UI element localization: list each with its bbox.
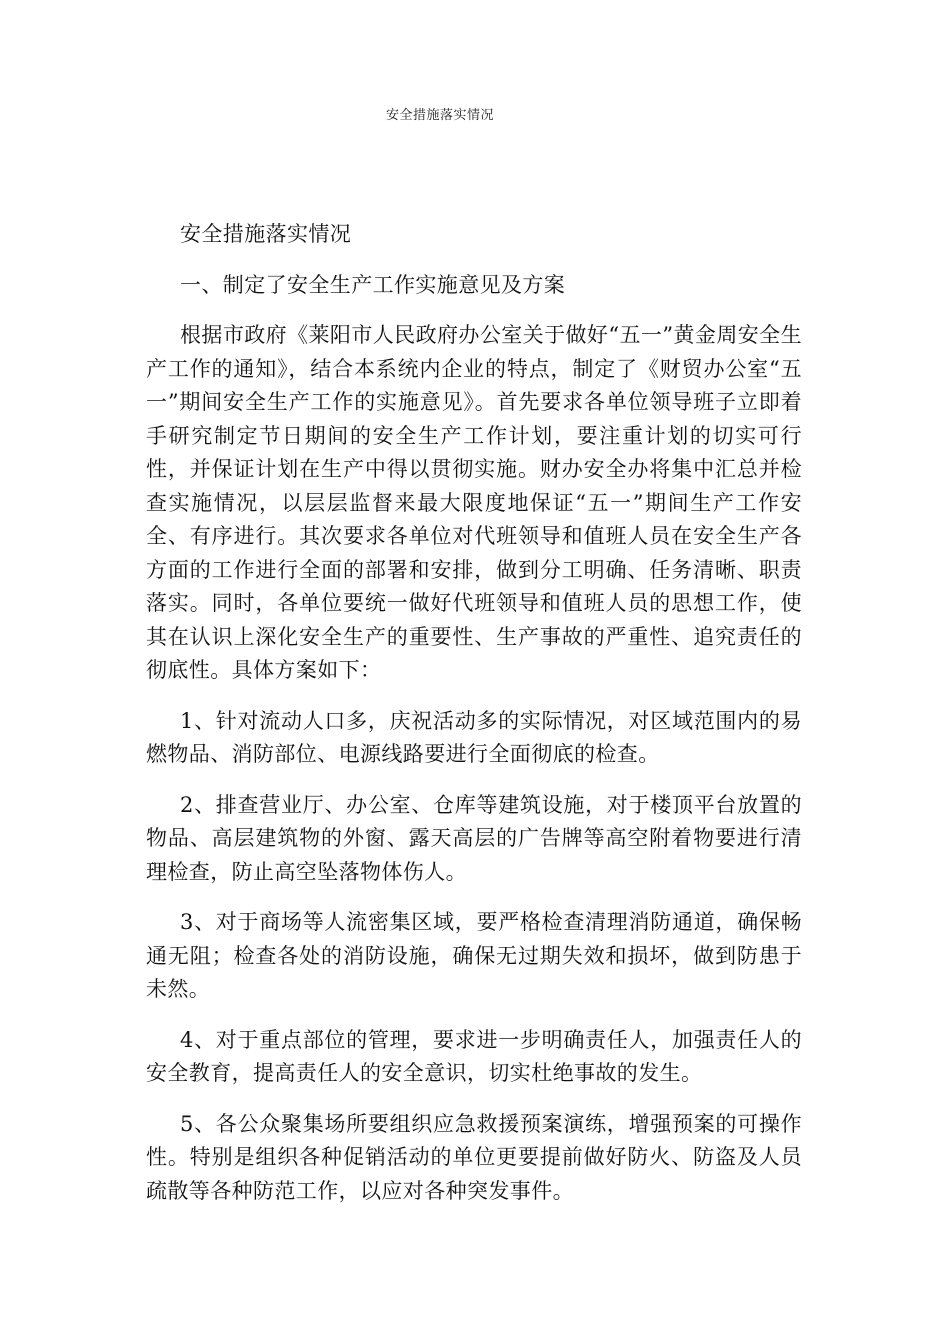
list-item: 3、对于商场等人流密集区域，要严格检查清理消防通道，确保畅通无阻；检查各处的消防设施，确保无过期失效和损坏，做到防患于未然。 [146, 910, 802, 1001]
list-item: 1、针对流动人口多，庆祝活动多的实际情况，对区域范围内的易燃物品、消防部位、电源线路要进行全面彻底的检查。 [146, 708, 802, 766]
intro-paragraph: 根据市政府《莱阳市人民政府办公室关于做好“五一”黄金周安全生产工作的通知》，结合本系统内企业的特点，制定了《财贸办公室“五一”期间安全生产工作的实施意见》。首先要求各单位领导班子立即着手研究制定节日期间的安全生产工作计划，要注重计划的切实可行性，并保证计划在生产中得以贯彻实施。财办安全办将集中汇总并检查实施情况，以层层监督来最大限度地保证“五一”期间生产工作安全、有序进行。其次要求各单位对代班领导和值班人员在安全生产各方面的工作进行全面的部署和安排，做到分工明确、任务清晰、职责落实。同时，各单位要统一做好代班领导和值班人员的思想工作，使其在认识上深化安全生产的重要性、生产事故的严重性、追究责任的彻底性。具体方案如下： [146, 323, 802, 682]
document-body [146, 218, 802, 1208]
list-item: 5、各公众聚集场所要组织应急救援预案演练，增强预案的可操作性。特别是组织各种促销活动的单位更要提前做好防火、防盗及人员疏散等各种防范工作，以应对各种突发事件。 [146, 1111, 802, 1203]
document-title: 安全措施落实情况 [180, 222, 352, 246]
running-header: 安全措施落实情况 [385, 108, 494, 123]
list-item: 2、排查营业厅、办公室、仓库等建筑设施，对于楼顶平台放置的物品、高层建筑物的外窗、露天高层的广告牌等高空附着物要进行清理检查，防止高空坠落物体伤人。 [146, 792, 802, 884]
section-heading: 一、制定了安全生产工作实施意见及方案 [180, 272, 566, 297]
list-item: 4、对于重点部位的管理，要求进一步明确责任人，加强责任人的安全教育，提高责任人的安全意识，切实杜绝事故的发生。 [146, 1027, 802, 1085]
